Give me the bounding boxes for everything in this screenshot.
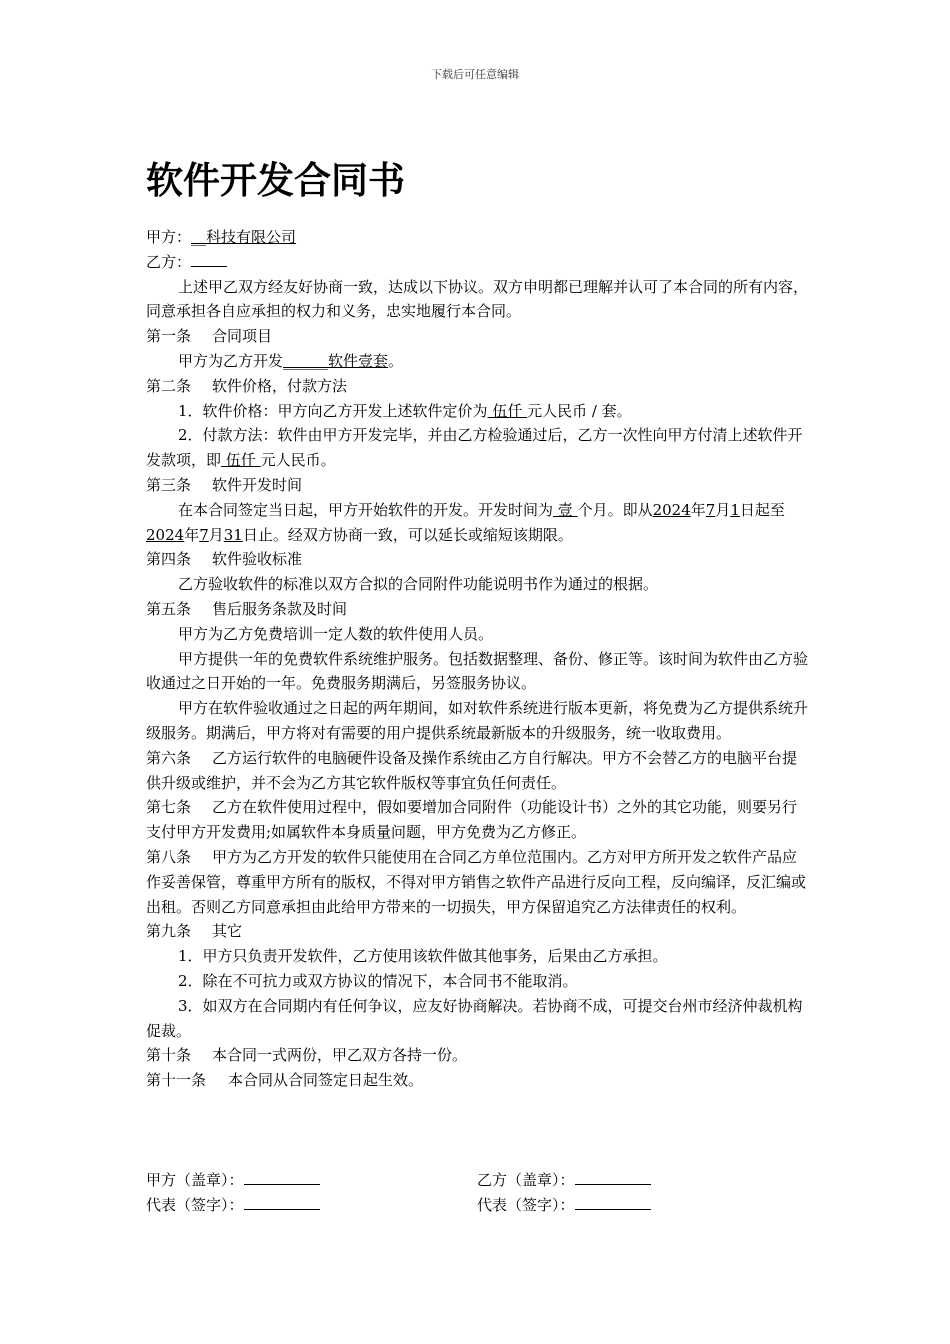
article-title: 软件验收标准 [212, 550, 303, 569]
party-a-value: __科技有限公司 [191, 228, 297, 246]
article-3-paragraph [146, 498, 808, 548]
party-b-blank [191, 252, 227, 267]
article-text: 乙方在软件使用过程中，假如要增加合同附件（功能设计书）之外的其它功能，则要另行支付甲方开发费用;如属软件本身质量问题，甲方免费为乙方修正。 [146, 798, 798, 842]
representative-label: 代表（签字）： [477, 1196, 575, 1214]
underlined-value: 伍仟 [487, 401, 528, 420]
article-number: 第十条 [146, 1046, 192, 1065]
article-3-heading [146, 473, 808, 498]
seal-blank [244, 1170, 320, 1185]
signature-blank [575, 1195, 651, 1210]
seal-row [146, 1168, 808, 1193]
article-title: 软件开发时间 [212, 475, 303, 494]
article-7 [146, 795, 808, 845]
article-text: 本合同从合同签定日起生效。 [228, 1071, 424, 1090]
article-number: 第六条 [146, 748, 192, 767]
article-2-heading [146, 374, 808, 399]
article-title: 其它 [212, 922, 243, 941]
article-1-paragraph [146, 349, 808, 374]
party-a-seal [146, 1168, 477, 1193]
underlined-value: 1 [730, 500, 740, 519]
text-run: 元人民币 / 套。 [527, 401, 632, 420]
article-number: 第五条 [146, 599, 192, 618]
article-5-paragraph-2: 甲方提供一年的免费软件系统维护服务。包括数据整理、备份、修正等。该时间为软件由乙方验收通过之日开始的一年。免费服务期满后，另签服务协议。 [146, 649, 809, 693]
article-4-paragraph: 乙方验收软件的标准以双方合拟的合同附件功能说明书作为通过的根据。 [178, 575, 659, 594]
text-run: 甲方为乙方开发 [178, 351, 284, 370]
underlined-value: 壹 [553, 500, 578, 519]
text-run: 2．付款方法：软件由甲方开发完毕，并由乙方检验通过后，乙方一次性向甲方付清上述软件开发款项，即 [146, 426, 803, 470]
article-4-heading [146, 547, 808, 572]
article-number: 第七条 [146, 798, 192, 817]
article-text: 甲方为乙方开发的软件只能使用在合同乙方单位范围内。乙方对甲方所开发之软件产品应作妥善保管，尊重甲方所有的版权，不得对甲方销售之软件产品进行反向工程，反向编译，反汇编或出租。否则乙方同意承担由此给甲方带来的一切损失，甲方保留追究乙方法律责任的权利。 [146, 847, 807, 916]
underlined-value: ______软件壹套 [283, 351, 389, 370]
text-run: 月 [208, 525, 224, 544]
text-run: 年 [184, 525, 200, 544]
article-number: 第四条 [146, 550, 192, 569]
article-9-paragraph-2: 2．除在不可抗力或双方协议的情况下，本合同书不能取消。 [178, 971, 578, 990]
article-number: 第十一条 [146, 1071, 207, 1090]
party-b-seal [477, 1168, 808, 1193]
article-5-paragraph-1: 甲方为乙方免费培训一定人数的软件使用人员。 [178, 624, 494, 643]
article-9-paragraph-1: 1．甲方只负责开发软件，乙方使用该软件做其他事务，后果由乙方承担。 [178, 947, 668, 966]
article-11 [146, 1068, 808, 1093]
party-b-line [146, 250, 808, 275]
text-run: 个月。即从 [577, 500, 653, 519]
representative-row [146, 1193, 808, 1218]
article-5-paragraph-3: 甲方在软件验收通过之日起的两年期间，如对软件系统进行版本更新，将免费为乙方提供系统升级服务。期满后，甲方将对有需要的用户提供系统最新版本的升级服务，统一收取费用。 [146, 699, 809, 742]
article-number: 第三条 [146, 475, 192, 494]
party-a-representative [146, 1193, 477, 1218]
text-run: 元人民币。 [260, 451, 336, 470]
underlined-value: 伍仟 [221, 451, 261, 470]
seal-label: 甲方（盖章）： [146, 1171, 244, 1189]
article-number: 第九条 [146, 922, 192, 941]
seal-label: 乙方（盖章）： [477, 1171, 575, 1189]
party-a-label: 甲方： [146, 228, 192, 246]
text-run: 。 [388, 351, 404, 370]
signature-blank [244, 1195, 320, 1210]
article-9-heading [146, 919, 808, 944]
representative-label: 代表（签字）： [146, 1196, 244, 1214]
underlined-value: 31 [223, 525, 243, 544]
text-run: 月 [715, 500, 731, 519]
text-run: 日起至 [739, 500, 785, 519]
article-number: 第一条 [146, 327, 192, 346]
article-title: 软件价格，付款方法 [212, 376, 348, 395]
article-5-heading [146, 597, 808, 622]
article-2-paragraph-1 [146, 399, 808, 424]
article-10 [146, 1043, 808, 1068]
article-1-heading [146, 324, 808, 349]
article-text: 乙方运行软件的电脑硬件设备及操作系统由乙方自行解决。甲方不会替乙方的电脑平台提供升级或维护，并不会为乙方其它软件版权等事宜负任何责任。 [146, 748, 798, 792]
article-2-paragraph-2 [146, 423, 808, 473]
underlined-value: 7 [705, 500, 716, 519]
party-b-representative [477, 1193, 808, 1218]
underlined-value: 2024 [652, 500, 691, 519]
article-title: 售后服务条款及时间 [212, 599, 348, 618]
text-run: 年 [690, 500, 706, 519]
document-body [146, 225, 808, 1093]
text-run: 1．软件价格：甲方向乙方开发上述软件定价为 [178, 401, 488, 420]
article-9-paragraph-3: 3．如双方在合同期内有任何争议，应友好协商解决。若协商不成，可提交台州市经济仲裁机构促裁。 [146, 996, 803, 1040]
article-8 [146, 845, 808, 919]
article-number: 第八条 [146, 847, 192, 866]
article-6 [146, 746, 808, 796]
underlined-value: 2024 [146, 525, 185, 544]
text-run: 日止。经双方协商一致，可以延长或缩短该期限。 [242, 525, 573, 544]
page-header: 下载后可任意编辑 [431, 68, 519, 81]
party-b-label: 乙方： [146, 252, 192, 271]
article-number: 第二条 [146, 376, 192, 395]
text-run: 在本合同签定当日起，甲方开始软件的开发。开发时间为 [178, 500, 554, 519]
article-text: 本合同一式两份，甲乙双方各持一份。 [212, 1046, 468, 1065]
seal-blank [575, 1170, 651, 1185]
article-title: 合同项目 [212, 327, 273, 346]
document-title: 软件开发合同书 [146, 159, 405, 202]
signature-block [146, 1168, 808, 1218]
party-a-line [146, 225, 808, 250]
intro-paragraph: 上述甲乙双方经友好协商一致，达成以下协议。双方申明都已理解并认可了本合同的所有内容，同意承担各自应承担的权力和义务，忠实地履行本合同。 [146, 277, 809, 321]
underlined-value: 7 [199, 525, 209, 544]
